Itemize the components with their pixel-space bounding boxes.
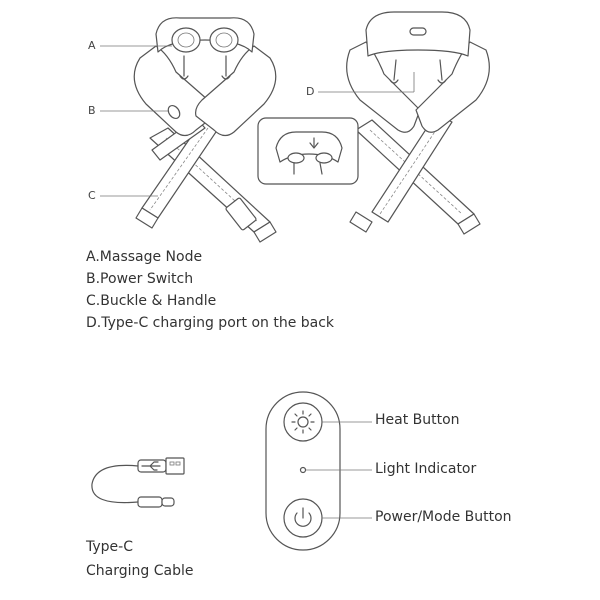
cable-label-line2: Charging Cable (86, 563, 194, 579)
callout-d: D (306, 85, 315, 98)
cable-wire (92, 465, 138, 502)
cable-label-line1: Type-C (86, 539, 133, 555)
massager-front-view (134, 18, 276, 242)
back-arm-right (416, 42, 489, 132)
massager-back-view (347, 12, 490, 234)
light-indicator-label: Light Indicator (375, 461, 477, 477)
front-arm-left (134, 46, 214, 136)
legend-item-power-switch: B.Power Switch (86, 271, 194, 287)
cable-label (86, 535, 193, 583)
parts-legend (86, 246, 334, 334)
callout-c: C (88, 189, 96, 202)
massage-node-2 (210, 28, 238, 52)
legend-item-buckle-handle: C.Buckle & Handle (86, 293, 217, 309)
callout-b: B (88, 104, 96, 117)
front-prong-right (222, 56, 230, 79)
type-c-cable (92, 458, 184, 507)
heat-button[interactable] (284, 403, 322, 441)
callout-a: A (88, 39, 96, 52)
legend-item-massage-node: A.Massage Node (86, 249, 203, 265)
heat-button-label: Heat Button (375, 412, 460, 428)
type-c-port (410, 28, 426, 35)
back-arm-left (347, 42, 420, 132)
front-prong-left (180, 56, 188, 79)
front-neck-body (156, 18, 254, 52)
legend-item-charging-port: D.Type-C charging port on the back (86, 315, 335, 331)
massage-node-1 (172, 28, 200, 52)
port-detail-inset (258, 118, 358, 184)
usb-c-plug (138, 497, 162, 507)
remote-controller (266, 392, 372, 550)
power-mode-button-label: Power/Mode Button (375, 509, 512, 525)
